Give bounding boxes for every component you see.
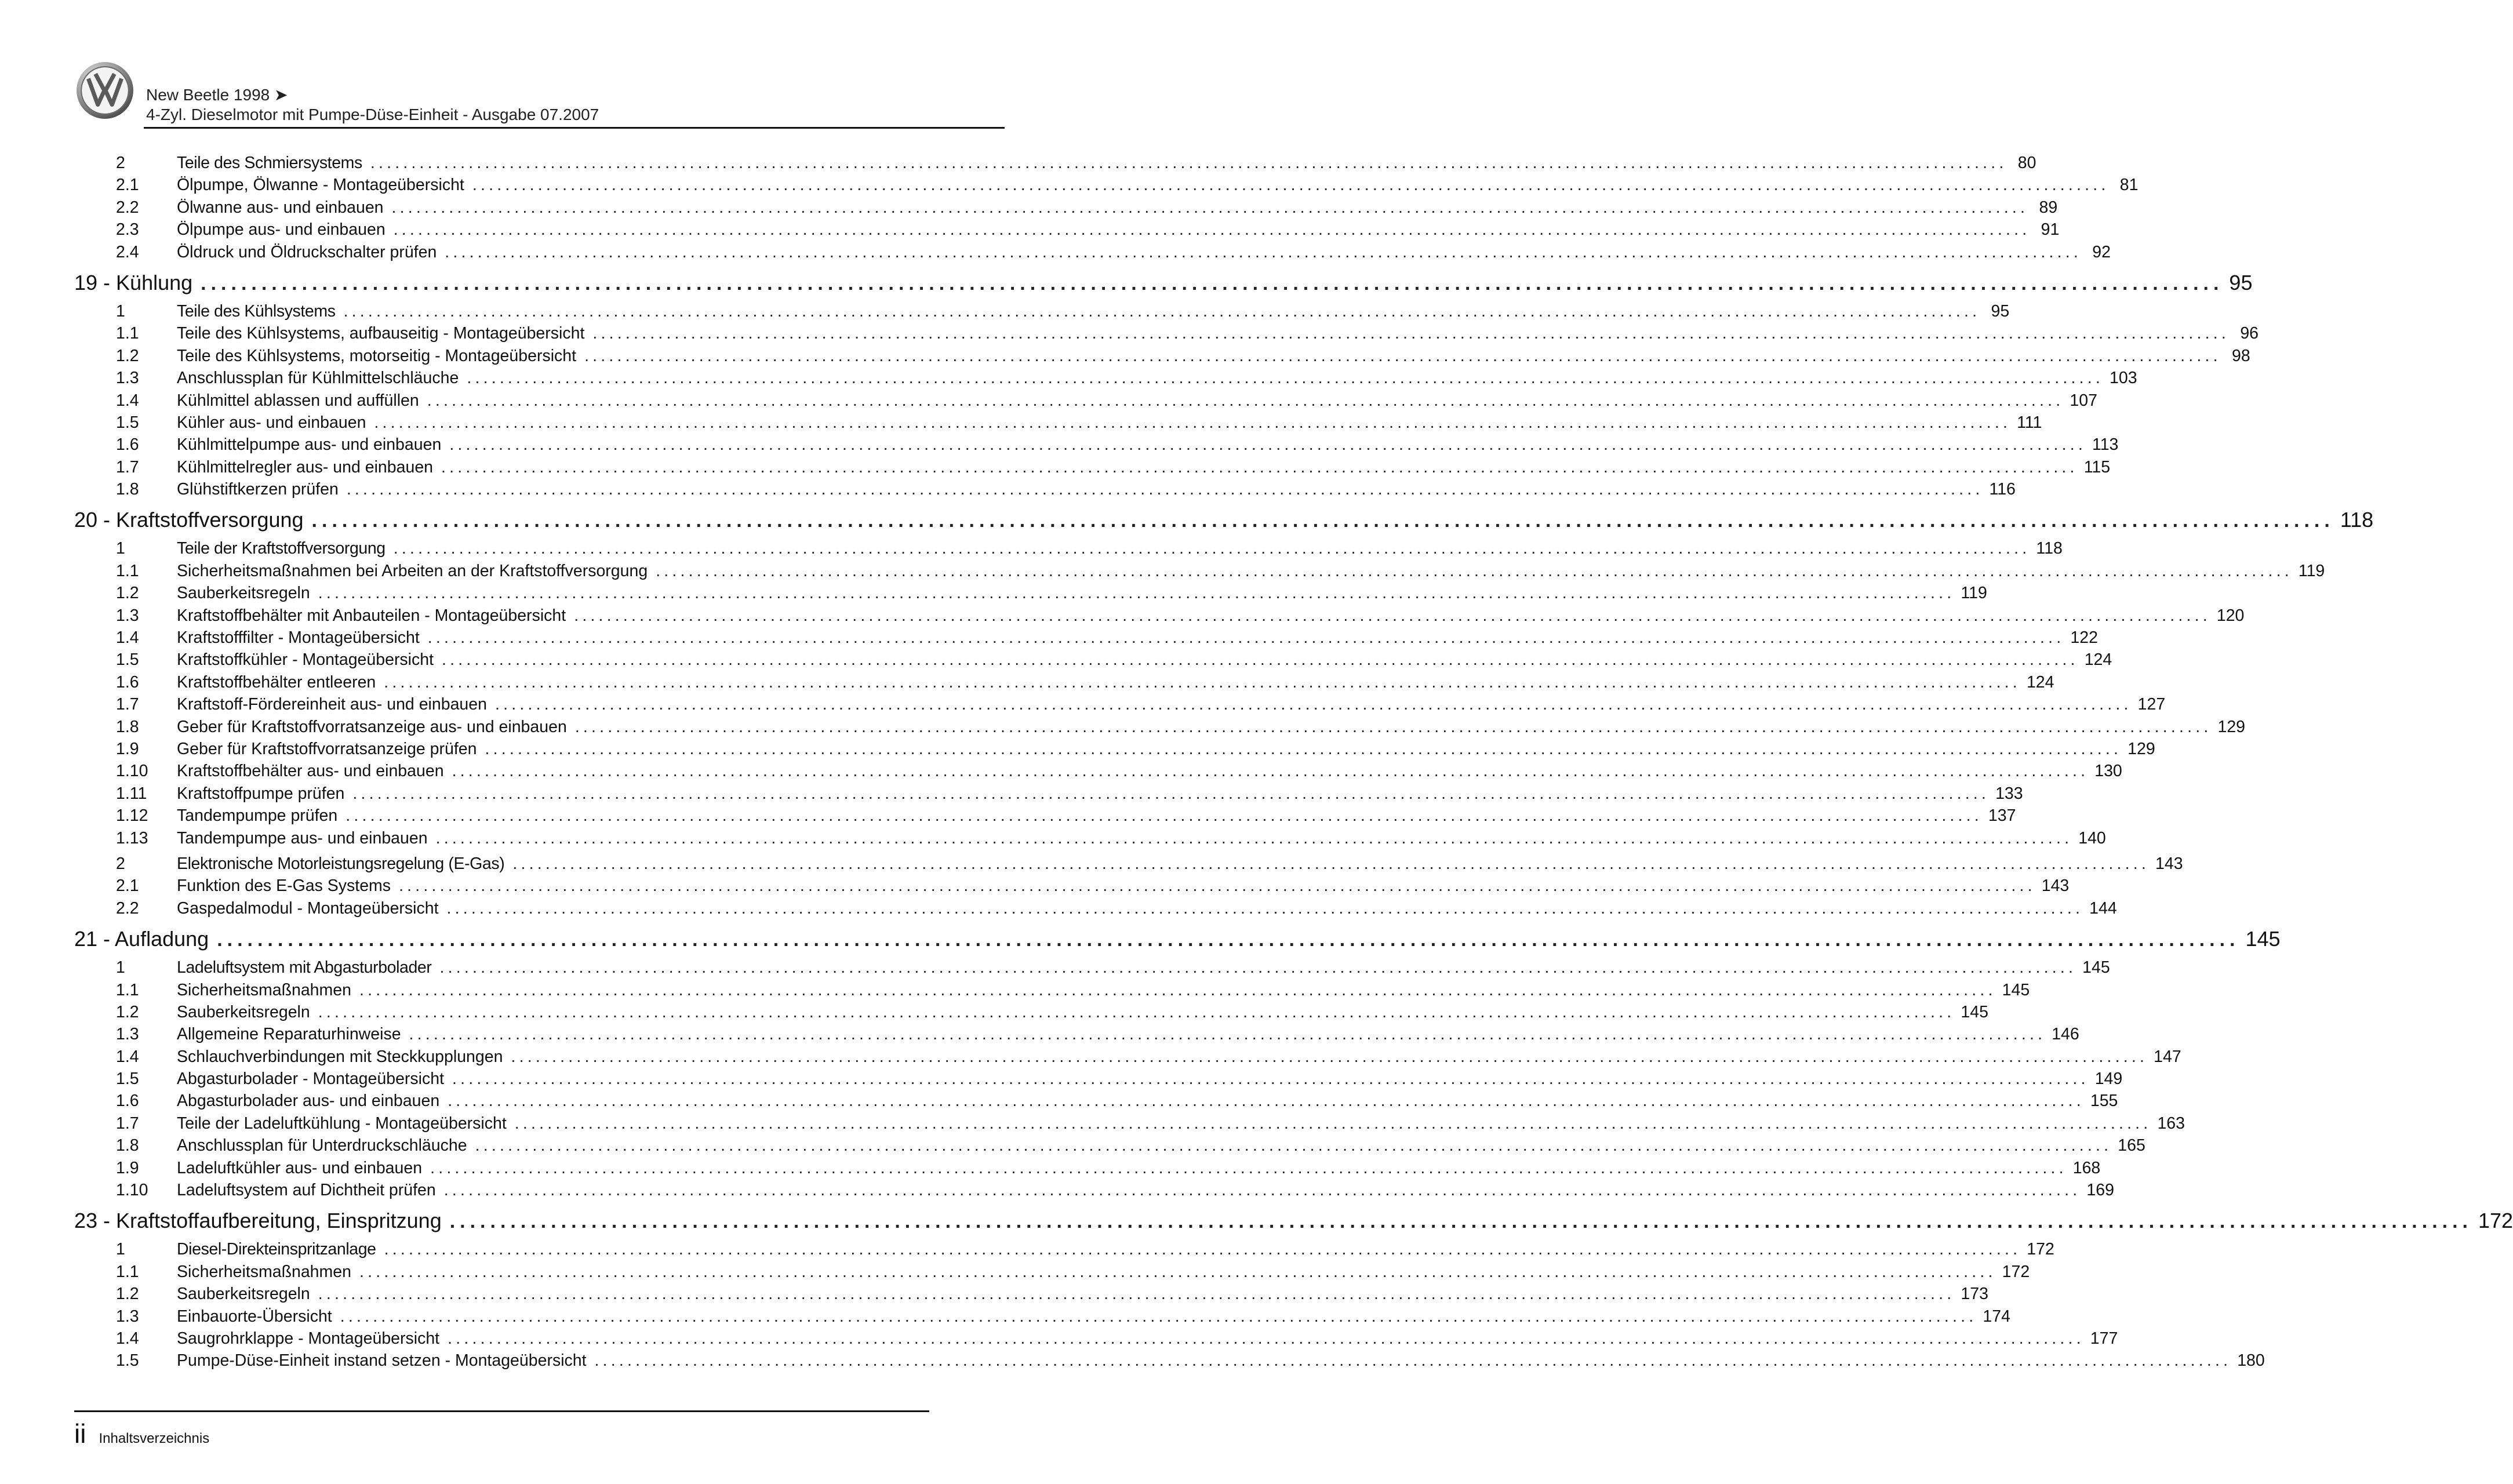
toc-entry-title: Sauberkeitsregeln [177, 1285, 310, 1304]
toc-entry-title: Öldruck und Öldruckschalter prüfen [177, 242, 437, 261]
toc-subsection-entry[interactable] [74, 1068, 2123, 1090]
toc-entry-number: 1.5 [116, 1351, 139, 1370]
toc-entry-number: 1.4 [116, 391, 139, 410]
toc-subsection-entry[interactable] [74, 1112, 2185, 1134]
toc-entry-page: 172 [2027, 1240, 2054, 1259]
toc-entry-page: 122 [2070, 628, 2098, 648]
toc-section-entry[interactable] [74, 300, 2010, 322]
toc-subsection-entry[interactable] [74, 478, 2016, 500]
toc-dot-leader: ........................................................................................................................................................................................................ [448, 1092, 2085, 1111]
toc-entry-title: Teile der Ladeluftkühlung - Montageübersicht [177, 1114, 507, 1133]
header-engine: 4-Zyl. Dieselmotor mit Pumpe-Düse-Einheit - Ausgabe 07.2007 [146, 106, 599, 123]
toc-dot-leader: ........................................................................................................................................................................................................ [311, 510, 2334, 532]
toc-entry-page: 174 [1983, 1307, 2010, 1326]
toc-subsection-entry[interactable] [74, 783, 2023, 805]
toc-dot-leader: ........................................................................................................................................................................................................ [430, 1158, 2067, 1177]
toc-entry-page: 177 [2090, 1329, 2118, 1348]
toc-entry-number: 1.3 [116, 1025, 139, 1044]
toc-dot-leader: ........................................................................................................................................................................................................ [494, 695, 2132, 714]
toc-entry-page: 96 [2240, 324, 2259, 343]
toc-entry-page: 143 [2155, 854, 2183, 873]
toc-subsection-entry[interactable] [74, 1046, 2181, 1068]
toc-dot-leader: ........................................................................................................................................................................................................ [441, 457, 2078, 477]
toc-subsection-entry[interactable] [74, 671, 2054, 693]
toc-entry-page: 127 [2137, 695, 2166, 714]
toc-entry-number: 1.6 [116, 435, 139, 454]
toc-entry-title: Ladeluftsystem mit Abgasturbolader [177, 958, 432, 977]
header-divider [144, 127, 1005, 129]
toc-dot-leader: ........................................................................................................................................................................................................ [574, 606, 2211, 625]
toc-entry-title: Elektronische Motorleistungsregelung (E-Gas) [177, 854, 505, 873]
toc-entry-title: Geber für Kraftstoffvorratsanzeige aus- und einbauen [177, 717, 567, 736]
toc-entry-number: 1.11 [116, 784, 147, 803]
toc-entry-number: 1.6 [116, 672, 139, 692]
toc-dot-leader: ........................................................................................................................................................................................................ [475, 1136, 2112, 1155]
toc-entry-title: Sauberkeitsregeln [177, 584, 310, 603]
toc-entry-number: 1.3 [116, 369, 139, 388]
toc-dot-leader: ........................................................................................................................................................................................................ [439, 958, 2077, 977]
toc-entry-title: Teile des Kühlsystems, motorseitig - Montageübersicht [177, 346, 577, 365]
toc-entry-title: Anschlussplan für Unterdruckschläuche [177, 1136, 467, 1155]
toc-dot-leader: ........................................................................................................................................................................................................ [452, 1070, 2089, 1089]
toc-dot-leader: ........................................................................................................................................................................................................ [467, 369, 2104, 388]
toc-entry-page: 168 [2072, 1158, 2101, 1177]
toc-dot-leader: ........................................................................................................................................................................................................ [352, 784, 1990, 803]
toc-chapter-entry[interactable] [74, 503, 2374, 537]
toc-entry-title: Kühler aus- und einbauen [177, 413, 366, 432]
toc-subsection-entry[interactable] [74, 1305, 2010, 1327]
toc-entry-number: 2.2 [116, 899, 139, 918]
toc-subsection-entry[interactable] [74, 345, 2250, 367]
toc-entry-page: 80 [2017, 154, 2036, 172]
toc-chapter-entry[interactable] [74, 922, 2281, 956]
toc-entry-page: 103 [2110, 369, 2137, 388]
toc-subsection-entry[interactable] [74, 1134, 2145, 1156]
toc-entry-title: Geber für Kraftstoffvorratsanzeige prüfen [177, 739, 477, 758]
toc-entry-title: Kühlmittel ablassen und auffüllen [177, 391, 419, 410]
toc-entry-page: 145 [2245, 927, 2281, 951]
toc-subsection-entry[interactable] [74, 1350, 2265, 1372]
toc-entry-number: 1.2 [116, 1285, 139, 1304]
toc-entry-page: 115 [2083, 457, 2111, 477]
toc-subsection-entry[interactable] [74, 322, 2259, 344]
toc-entry-title: Tandempumpe prüfen [177, 806, 338, 825]
toc-dot-leader: ........................................................................................................................................................................................................ [391, 198, 2029, 217]
toc-entry-page: 124 [2026, 672, 2054, 692]
toc-entry-number: 1.10 [116, 762, 148, 781]
toc-dot-leader: ........................................................................................................................................................................................................ [452, 762, 2089, 781]
toc-entry-title: Funktion des E-Gas Systems [177, 876, 391, 896]
toc-entry-page: 172 [2478, 1209, 2513, 1233]
toc-entry-title: Kühlmittelregler aus- und einbauen [177, 457, 434, 477]
footer-divider [74, 1410, 929, 1412]
toc-entry-title: Kraftstofffilter - Montageübersicht [177, 628, 420, 648]
toc-dot-leader: ........................................................................................................................................................................................................ [384, 672, 2021, 692]
toc-dot-leader: ........................................................................................................................................................................................................ [427, 628, 2065, 648]
toc-entry-number: 1.5 [116, 413, 139, 432]
toc-subsection-entry[interactable] [74, 627, 2098, 649]
toc-entry-number: 2.2 [116, 198, 139, 217]
toc-entry-page: 143 [2041, 876, 2070, 896]
toc-entry-page: 118 [2036, 539, 2063, 558]
toc-dot-leader: ........................................................................................................................................................................................................ [343, 301, 1981, 321]
page-header [75, 61, 933, 128]
toc-dot-leader: ........................................................................................................................................................................................................ [584, 346, 2221, 365]
toc-entry-number: 1.9 [116, 739, 139, 758]
toc-entry-title: Ölpumpe aus- und einbauen [177, 220, 386, 239]
toc-subsection-entry[interactable] [74, 1023, 2079, 1045]
toc-entry-page: 124 [2084, 650, 2112, 670]
toc-entry-title: Diesel-Direkteinspritzanlage [177, 1240, 376, 1259]
toc-entry-number: 1.4 [116, 1329, 139, 1348]
toc-dot-leader: ........................................................................................................................................................................................................ [442, 650, 2079, 670]
toc-dot-leader: ........................................................................................................................................................................................................ [393, 539, 2031, 558]
toc-dot-leader: ........................................................................................................................................................................................................ [318, 1002, 1955, 1021]
toc-entry-page: 146 [2052, 1025, 2079, 1044]
footer-label: Inhaltsverzeichnis [99, 1431, 210, 1446]
toc-dot-leader: ........................................................................................................................................................................................................ [359, 980, 1996, 999]
toc-entry-number: 1.1 [116, 980, 139, 999]
toc-dot-leader: ........................................................................................................................................................................................................ [485, 739, 2122, 758]
toc-entry-title: Kraftstoffbehälter aus- und einbauen [177, 762, 444, 781]
toc-entry-number: 1.5 [116, 650, 139, 670]
toc-entry-title: Ladeluftkühler aus- und einbauen [177, 1158, 423, 1177]
toc-dot-leader: ........................................................................................................................................................................................................ [443, 1181, 2081, 1200]
toc-dot-leader: ........................................................................................................................................................................................................ [445, 242, 2082, 261]
toc-entry-title: Gaspedalmodul - Montageübersicht [177, 899, 439, 918]
toc-subsection-entry[interactable] [74, 456, 2111, 478]
toc-entry-number: 1.7 [116, 1114, 139, 1133]
toc-subsection-entry[interactable] [74, 1261, 2030, 1283]
toc-entry-number: 1 [116, 1240, 125, 1259]
toc-entry-page: 120 [2216, 606, 2245, 625]
toc-dot-leader: ........................................................................................................................................................................................................ [435, 828, 2073, 848]
toc-entry-title: Teile der Kraftstoffversorgung [177, 539, 386, 558]
vw-logo-icon [75, 61, 134, 120]
toc-entry-number: 2 [116, 154, 125, 172]
toc-entry-title: Sicherheitsmaßnahmen [177, 980, 351, 999]
toc-dot-leader: ........................................................................................................................................................................................................ [448, 1329, 2085, 1348]
toc-entry-page: 119 [1961, 584, 1987, 603]
header-model: New Beetle 1998 ➤ [146, 86, 288, 104]
toc-subsection-entry[interactable] [74, 716, 2246, 738]
toc-subsection-entry[interactable] [74, 434, 2119, 456]
toc-dot-leader: ........................................................................................................................................................................................................ [393, 220, 2031, 239]
toc-entry-page: 118 [2340, 508, 2374, 532]
toc-entry-title: Glühstiftkerzen prüfen [177, 480, 339, 499]
toc-dot-leader: ........................................................................................................................................................................................................ [427, 391, 2064, 410]
toc-dot-leader: ........................................................................................................................................................................................................ [201, 272, 2224, 294]
toc-section-entry[interactable] [74, 853, 2183, 875]
toc-entry-page: 149 [2094, 1070, 2123, 1089]
toc-entry-page: 163 [2157, 1114, 2185, 1133]
toc-dot-leader: ........................................................................................................................................................................................................ [370, 154, 2008, 172]
toc-entry-page: 133 [1995, 784, 2023, 803]
toc-dot-leader: ........................................................................................................................................................................................................ [346, 480, 1984, 499]
toc-dot-leader: ........................................................................................................................................................................................................ [217, 929, 2240, 951]
toc-entry-page: 95 [1991, 301, 2010, 321]
toc-entry-title: 23 - Kraftstoffaufbereitung, Einspritzung [74, 1209, 442, 1233]
toc-subsection-entry[interactable] [74, 1179, 2114, 1201]
toc-dot-leader: ........................................................................................................................................................................................................ [359, 1262, 1996, 1281]
toc-dot-leader: ........................................................................................................................................................................................................ [409, 1025, 2046, 1044]
toc-entry-title: Sicherheitsmaßnahmen bei Arbeiten an der Kraftstoffversorgung [177, 561, 648, 580]
toc-entry-number: 1.5 [116, 1070, 139, 1089]
toc-entry-title: Sicherheitsmaßnahmen [177, 1262, 351, 1281]
toc-entry-number: 1.2 [116, 1002, 139, 1021]
toc-entry-number: 1 [116, 539, 125, 558]
toc-subsection-entry[interactable] [74, 241, 2111, 263]
toc-entry-page: 111 [2017, 413, 2042, 432]
toc-entry-page: 180 [2237, 1351, 2265, 1370]
toc-entry-page: 91 [2041, 220, 2060, 239]
toc-entry-page: 95 [2229, 270, 2253, 294]
toc-subsection-entry[interactable] [74, 897, 2117, 919]
toc-entry-title: Kraftstoff-Fördereinheit aus- und einbauen [177, 695, 487, 714]
toc-dot-leader: ........................................................................................................................................................................................................ [512, 854, 2150, 873]
page-footer [74, 1418, 209, 1453]
toc-entry-title: Ladeluftsystem auf Dichtheit prüfen [177, 1181, 436, 1200]
toc-entry-page: 173 [1961, 1285, 1988, 1304]
toc-subsection-entry[interactable] [74, 390, 2097, 412]
toc-entry-page: 98 [2232, 346, 2250, 365]
toc-dot-leader: ........................................................................................................................................................................................................ [472, 176, 2110, 195]
toc-entry-title: Sauberkeitsregeln [177, 1002, 310, 1021]
toc-entry-number: 1.7 [116, 695, 139, 714]
toc-subsection-entry[interactable] [74, 1001, 1988, 1023]
toc-entry-number: 1.6 [116, 1092, 139, 1111]
toc-dot-leader: ........................................................................................................................................................................................................ [346, 806, 1983, 825]
toc-entry-number: 1.3 [116, 606, 139, 625]
toc-dot-leader: ........................................................................................................................................................................................................ [384, 1240, 2021, 1259]
toc-entry-page: 144 [2089, 899, 2117, 918]
toc-entry-title: Schlauchverbindungen mit Steckkupplungen [177, 1047, 503, 1066]
toc-entry-title: Teile des Kühlsystems, aufbauseitig - Montageübersicht [177, 324, 585, 343]
toc-entry-page: 155 [2090, 1092, 2118, 1111]
toc-entry-page: 92 [2092, 242, 2111, 261]
toc-subsection-entry[interactable] [74, 1327, 2118, 1350]
toc-entry-number: 1.1 [116, 1262, 139, 1281]
toc-chapter-entry[interactable] [74, 265, 2253, 300]
toc-subsection-entry[interactable] [74, 1157, 2101, 1179]
toc-entry-page: 145 [2002, 980, 2030, 999]
toc-entry-title: Ölpumpe, Ölwanne - Montageübersicht [177, 176, 464, 195]
toc-entry-page: 89 [2039, 198, 2058, 217]
toc-entry-title: Einbauorte-Übersicht [177, 1307, 332, 1326]
toc-entry-title: Teile des Schmiersystems [177, 154, 362, 172]
toc-entry-title: Kraftstoffpumpe prüfen [177, 784, 345, 803]
toc-dot-leader: ........................................................................................................................................................................................................ [399, 876, 2036, 896]
toc-entry-number: 1 [116, 301, 125, 321]
toc-entry-number: 1.10 [116, 1181, 148, 1200]
toc-dot-leader: ........................................................................................................................................................................................................ [340, 1307, 1977, 1326]
toc-entry-number: 1.1 [116, 561, 139, 580]
toc-entry-number: 1.8 [116, 717, 139, 736]
toc-entry-page: 129 [2217, 717, 2246, 736]
toc-section-entry[interactable] [74, 956, 2110, 979]
toc-dot-leader: ........................................................................................................................................................................................................ [318, 1285, 1955, 1304]
toc-subsection-entry[interactable] [74, 219, 2060, 241]
toc-entry-page: 169 [2086, 1181, 2114, 1200]
toc-dot-leader: ........................................................................................................................................................................................................ [514, 1114, 2152, 1133]
toc-entry-title: Kraftstoffbehälter entleeren [177, 672, 376, 692]
toc-subsection-entry[interactable] [74, 1283, 1988, 1305]
toc-entry-number: 1.4 [116, 1047, 139, 1066]
toc-subsection-entry[interactable] [74, 174, 2139, 196]
toc-subsection-entry[interactable] [74, 367, 2137, 389]
toc-entry-title: Tandempumpe aus- und einbauen [177, 828, 428, 848]
toc-entry-number: 2.1 [116, 876, 139, 896]
toc-dot-leader: ........................................................................................................................................................................................................ [656, 561, 2293, 580]
toc-subsection-entry[interactable] [74, 197, 2058, 219]
toc-entry-title: 19 - Kühlung [74, 270, 193, 294]
toc-section-entry[interactable] [74, 152, 2036, 174]
toc-entry-title: Kraftstoffkühler - Montageübersicht [177, 650, 434, 670]
toc-subsection-entry[interactable] [74, 605, 2245, 627]
toc-section-entry[interactable] [74, 1238, 2054, 1260]
toc-subsection-entry[interactable] [74, 560, 2325, 582]
toc-entry-title: Abgasturbolader aus- und einbauen [177, 1092, 440, 1111]
toc-subsection-entry[interactable] [74, 875, 2070, 897]
toc-entry-title: Anschlussplan für Kühlmittelschläuche [177, 369, 459, 388]
toc-entry-page: 137 [1988, 806, 2016, 825]
toc-subsection-entry[interactable] [74, 760, 2122, 782]
toc-entry-page: 145 [1961, 1002, 1988, 1021]
toc-dot-leader: ........................................................................................................................................................................................................ [318, 584, 1955, 603]
toc-entry-page: 113 [2092, 435, 2119, 454]
toc-entry-page: 140 [2078, 828, 2106, 848]
toc-subsection-entry[interactable] [74, 805, 2016, 827]
toc-entry-number: 2 [116, 854, 125, 873]
toc-entry-title: Teile des Kühlsystems [177, 301, 336, 321]
toc-entry-page: 130 [2094, 762, 2122, 781]
toc-subsection-entry[interactable] [74, 693, 2166, 715]
toc-dot-leader: ........................................................................................................................................................................................................ [374, 413, 2012, 432]
toc-entry-number: 1.4 [116, 628, 139, 648]
toc-entry-number: 1.13 [116, 828, 148, 848]
table-of-contents [74, 152, 2513, 1372]
toc-subsection-entry[interactable] [74, 412, 2042, 434]
toc-entry-number: 1.9 [116, 1158, 139, 1177]
toc-entry-title: Pumpe-Düse-Einheit instand setzen - Montageübersicht [177, 1351, 587, 1370]
toc-entry-title: Allgemeine Reparaturhinweise [177, 1025, 401, 1044]
toc-entry-number: 1.2 [116, 346, 139, 365]
toc-dot-leader: ........................................................................................................................................................................................................ [592, 324, 2230, 343]
toc-entry-page: 107 [2070, 391, 2097, 410]
toc-dot-leader: ........................................................................................................................................................................................................ [594, 1351, 2232, 1370]
toc-entry-page: 147 [2154, 1047, 2181, 1066]
footer-page-number: ii [74, 1418, 86, 1449]
toc-subsection-entry[interactable] [74, 1090, 2118, 1112]
toc-entry-page: 119 [2298, 561, 2325, 580]
toc-entry-title: Kraftstoffbehälter mit Anbauteilen - Montageübersicht [177, 606, 566, 625]
toc-entry-title: Abgasturbolader - Montageübersicht [177, 1070, 445, 1089]
toc-entry-page: 116 [1989, 480, 2016, 499]
toc-entry-number: 1.8 [116, 480, 139, 499]
toc-entry-page: 172 [2002, 1262, 2030, 1281]
toc-entry-page: 81 [2119, 176, 2139, 195]
toc-dot-leader: ........................................................................................................................................................................................................ [449, 435, 2086, 454]
toc-entry-number: 2.1 [116, 176, 139, 195]
toc-section-entry[interactable] [74, 537, 2063, 559]
toc-subsection-entry[interactable] [74, 649, 2112, 671]
toc-entry-number: 2.4 [116, 242, 139, 261]
toc-entry-number: 1 [116, 958, 125, 977]
toc-entry-number: 1.7 [116, 457, 139, 477]
toc-chapter-entry[interactable] [74, 1203, 2513, 1238]
toc-dot-leader: ........................................................................................................................................................................................................ [574, 717, 2212, 736]
toc-entry-page: 145 [2082, 958, 2110, 977]
toc-entry-page: 129 [2127, 739, 2155, 758]
toc-subsection-entry[interactable] [74, 738, 2155, 760]
toc-entry-title: Saugrohrklappe - Montageübersicht [177, 1329, 440, 1348]
toc-entry-number: 1.12 [116, 806, 148, 825]
toc-entry-title: Ölwanne aus- und einbauen [177, 198, 384, 217]
toc-entry-number: 1.1 [116, 324, 139, 343]
toc-subsection-entry[interactable] [74, 979, 2030, 1001]
toc-subsection-entry[interactable] [74, 582, 1987, 604]
toc-entry-title: 20 - Kraftstoffversorgung [74, 508, 304, 532]
toc-dot-leader: ........................................................................................................................................................................................................ [449, 1210, 2472, 1233]
toc-entry-number: 1.2 [116, 584, 139, 603]
toc-subsection-entry[interactable] [74, 827, 2106, 849]
header-text [146, 85, 599, 125]
toc-dot-leader: ........................................................................................................................................................................................................ [446, 899, 2084, 918]
toc-entry-number: 1.3 [116, 1307, 139, 1326]
toc-entry-number: 2.3 [116, 220, 139, 239]
toc-entry-page: 165 [2118, 1136, 2145, 1155]
toc-entry-title: 21 - Aufladung [74, 927, 209, 951]
toc-dot-leader: ........................................................................................................................................................................................................ [511, 1047, 2148, 1066]
toc-entry-title: Kühlmittelpumpe aus- und einbauen [177, 435, 442, 454]
toc-entry-number: 1.8 [116, 1136, 139, 1155]
